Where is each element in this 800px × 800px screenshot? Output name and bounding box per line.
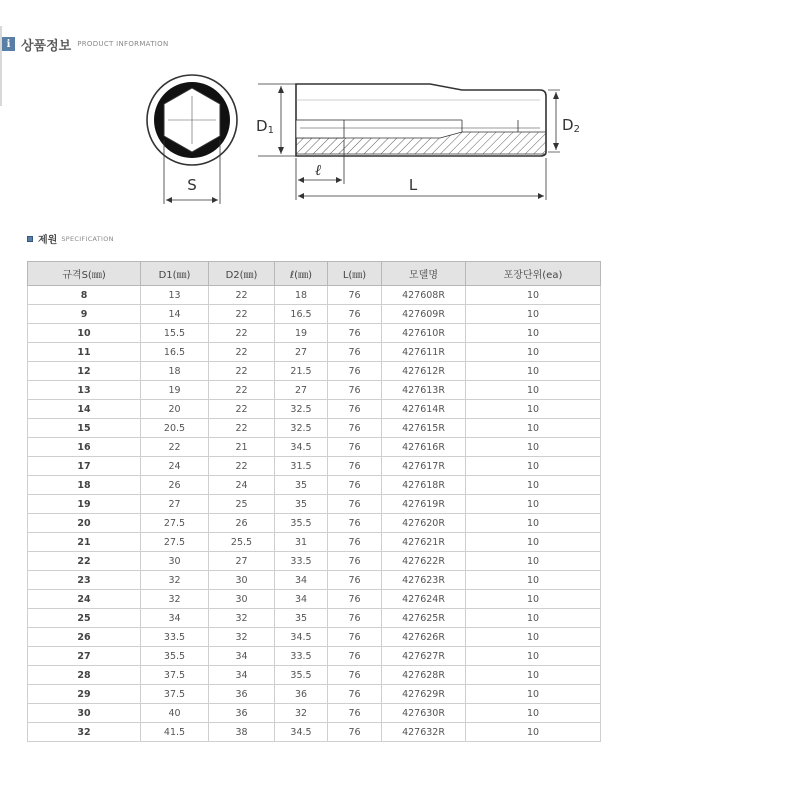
table-cell: 22	[209, 343, 275, 362]
table-cell: 29	[28, 685, 141, 704]
table-cell: 427626R	[382, 628, 466, 647]
square-bullet-icon	[27, 236, 33, 242]
column-header: 규격S(㎜)	[28, 262, 141, 286]
table-cell: 16	[28, 438, 141, 457]
table-cell: 21	[209, 438, 275, 457]
table-cell: 10	[466, 552, 601, 571]
table-cell: 10	[28, 324, 141, 343]
table-cell: 18	[275, 286, 328, 305]
table-cell: 20	[28, 514, 141, 533]
table-cell: 19	[275, 324, 328, 343]
table-cell: 76	[328, 343, 382, 362]
table-cell: 27	[275, 343, 328, 362]
table-cell: 34	[275, 590, 328, 609]
table-cell: 76	[328, 552, 382, 571]
table-cell: 35	[275, 495, 328, 514]
table-cell: 25	[209, 495, 275, 514]
table-cell: 34	[275, 571, 328, 590]
table-cell: 10	[466, 685, 601, 704]
table-row	[28, 343, 601, 362]
table-cell: 11	[28, 343, 141, 362]
table-cell: 22	[209, 400, 275, 419]
table-cell: 18	[28, 476, 141, 495]
section-title: 상품정보	[21, 38, 72, 54]
table-cell: 10	[466, 628, 601, 647]
table-cell: 35	[275, 476, 328, 495]
table-cell: 30	[209, 590, 275, 609]
table-cell: 34	[209, 666, 275, 685]
table-row	[28, 647, 601, 666]
table-cell: 22	[141, 438, 209, 457]
column-header: D1(㎜)	[141, 262, 209, 286]
column-header: D2(㎜)	[209, 262, 275, 286]
table-row	[28, 609, 601, 628]
table-cell: 22	[209, 381, 275, 400]
table-cell: 76	[328, 685, 382, 704]
table-cell: 34.5	[275, 628, 328, 647]
table-cell: 15.5	[141, 324, 209, 343]
table-cell: 10	[466, 457, 601, 476]
table-cell: 427620R	[382, 514, 466, 533]
table-cell: 76	[328, 628, 382, 647]
table-cell: 427608R	[382, 286, 466, 305]
table-cell: 36	[209, 685, 275, 704]
table-cell: 26	[141, 476, 209, 495]
table-cell: 34.5	[275, 438, 328, 457]
table-cell: 40	[141, 704, 209, 723]
table-cell: 76	[328, 457, 382, 476]
table-cell: 22	[209, 457, 275, 476]
table-cell: 14	[141, 305, 209, 324]
table-cell: 31	[275, 533, 328, 552]
table-cell: 10	[466, 438, 601, 457]
table-cell: 427629R	[382, 685, 466, 704]
table-cell: 30	[28, 704, 141, 723]
table-cell: 76	[328, 362, 382, 381]
table-row	[28, 419, 601, 438]
table-cell: 21.5	[275, 362, 328, 381]
table-row	[28, 628, 601, 647]
table-cell: 20	[141, 400, 209, 419]
table-cell: 76	[328, 476, 382, 495]
table-row	[28, 666, 601, 685]
table-cell: 30	[209, 571, 275, 590]
table-cell: 427632R	[382, 723, 466, 742]
table-row	[28, 495, 601, 514]
table-cell: 76	[328, 381, 382, 400]
table-cell: 22	[209, 419, 275, 438]
table-cell: 37.5	[141, 685, 209, 704]
table-cell: 12	[28, 362, 141, 381]
table-cell: 427627R	[382, 647, 466, 666]
table-row	[28, 571, 601, 590]
table-cell: 427628R	[382, 666, 466, 685]
table-row	[28, 476, 601, 495]
table-cell: 15	[28, 419, 141, 438]
table-cell: 27.5	[141, 514, 209, 533]
table-cell: 76	[328, 400, 382, 419]
table-cell: 10	[466, 571, 601, 590]
table-cell: 9	[28, 305, 141, 324]
table-cell: 13	[28, 381, 141, 400]
table-cell: 427621R	[382, 533, 466, 552]
table-cell: 33.5	[275, 647, 328, 666]
table-cell: 27	[209, 552, 275, 571]
table-cell: 10	[466, 362, 601, 381]
table-cell: 10	[466, 533, 601, 552]
table-cell: 22	[28, 552, 141, 571]
table-cell: 22	[209, 286, 275, 305]
table-cell: 34.5	[275, 723, 328, 742]
table-cell: 427613R	[382, 381, 466, 400]
table-cell: 32.5	[275, 419, 328, 438]
table-cell: 427618R	[382, 476, 466, 495]
table-cell: 32	[28, 723, 141, 742]
table-cell: 76	[328, 571, 382, 590]
table-cell: 35.5	[275, 666, 328, 685]
table-cell: 34	[141, 609, 209, 628]
table-cell: 18	[141, 362, 209, 381]
table-cell: 10	[466, 495, 601, 514]
table-cell: 76	[328, 666, 382, 685]
table-cell: 427614R	[382, 400, 466, 419]
table-cell: 33.5	[141, 628, 209, 647]
table-cell: 76	[328, 533, 382, 552]
table-cell: 25	[28, 609, 141, 628]
table-row	[28, 514, 601, 533]
table-cell: 427612R	[382, 362, 466, 381]
spec-header	[27, 231, 114, 246]
table-row	[28, 704, 601, 723]
table-row	[28, 324, 601, 343]
table-cell: 24	[209, 476, 275, 495]
table-cell: 76	[328, 305, 382, 324]
table-cell: 23	[28, 571, 141, 590]
spec-table-body	[28, 286, 601, 742]
table-cell: 427615R	[382, 419, 466, 438]
table-cell: 10	[466, 704, 601, 723]
table-cell: 10	[466, 419, 601, 438]
table-cell: 25.5	[209, 533, 275, 552]
table-cell: 427619R	[382, 495, 466, 514]
table-cell: 76	[328, 495, 382, 514]
table-cell: 427611R	[382, 343, 466, 362]
table-cell: 13	[141, 286, 209, 305]
table-cell: 33.5	[275, 552, 328, 571]
label-s: S	[187, 176, 197, 194]
table-cell: 427617R	[382, 457, 466, 476]
spec-table	[27, 261, 601, 742]
table-cell: 76	[328, 286, 382, 305]
table-cell: 427610R	[382, 324, 466, 343]
table-cell: 10	[466, 400, 601, 419]
table-cell: 16.5	[275, 305, 328, 324]
table-cell: 27.5	[141, 533, 209, 552]
table-cell: 76	[328, 723, 382, 742]
table-cell: 427609R	[382, 305, 466, 324]
table-cell: 427624R	[382, 590, 466, 609]
table-cell: 32	[141, 590, 209, 609]
table-cell: 76	[328, 609, 382, 628]
table-cell: 14	[28, 400, 141, 419]
table-cell: 427625R	[382, 609, 466, 628]
table-cell: 24	[141, 457, 209, 476]
table-cell: 76	[328, 419, 382, 438]
table-cell: 37.5	[141, 666, 209, 685]
table-cell: 76	[328, 514, 382, 533]
table-cell: 19	[141, 381, 209, 400]
table-cell: 34	[209, 647, 275, 666]
table-cell: 427623R	[382, 571, 466, 590]
column-header: L(㎜)	[328, 262, 382, 286]
table-cell: 8	[28, 286, 141, 305]
spec-subtitle: SPECIFICATION	[61, 234, 114, 243]
table-cell: 10	[466, 286, 601, 305]
table-cell: 35	[275, 609, 328, 628]
section-subtitle: PRODUCT INFORMATION	[77, 40, 169, 48]
table-cell: 19	[28, 495, 141, 514]
table-cell: 27	[275, 381, 328, 400]
table-cell: 10	[466, 514, 601, 533]
table-cell: 35.5	[275, 514, 328, 533]
table-cell: 32	[209, 628, 275, 647]
table-row	[28, 723, 601, 742]
table-cell: 10	[466, 324, 601, 343]
info-icon: i	[2, 37, 15, 51]
column-header: ℓ(㎜)	[275, 262, 328, 286]
table-row	[28, 552, 601, 571]
table-cell: 10	[466, 590, 601, 609]
table-cell: 32	[209, 609, 275, 628]
table-row	[28, 533, 601, 552]
table-cell: 76	[328, 704, 382, 723]
table-row	[28, 457, 601, 476]
table-cell: 22	[209, 362, 275, 381]
table-cell: 16.5	[141, 343, 209, 362]
table-cell: 32	[141, 571, 209, 590]
table-row	[28, 400, 601, 419]
table-cell: 10	[466, 305, 601, 324]
table-cell: 41.5	[141, 723, 209, 742]
table-cell: 17	[28, 457, 141, 476]
table-cell: 36	[275, 685, 328, 704]
label-d1: D1	[256, 117, 274, 136]
table-cell: 28	[28, 666, 141, 685]
table-cell: 27	[141, 495, 209, 514]
label-l-small: ℓ	[314, 161, 322, 179]
table-cell: 427622R	[382, 552, 466, 571]
table-cell: 10	[466, 381, 601, 400]
table-cell: 36	[209, 704, 275, 723]
table-cell: 31.5	[275, 457, 328, 476]
table-cell: 26	[209, 514, 275, 533]
table-cell: 10	[466, 343, 601, 362]
table-row	[28, 438, 601, 457]
table-row	[28, 590, 601, 609]
table-cell: 22	[209, 305, 275, 324]
table-cell: 76	[328, 647, 382, 666]
table-cell: 22	[209, 324, 275, 343]
table-cell: 32.5	[275, 400, 328, 419]
table-cell: 20.5	[141, 419, 209, 438]
table-cell: 30	[141, 552, 209, 571]
table-row	[28, 685, 601, 704]
table-cell: 427616R	[382, 438, 466, 457]
table-row	[28, 286, 601, 305]
label-l: L	[408, 176, 418, 194]
table-cell: 32	[275, 704, 328, 723]
table-row	[28, 362, 601, 381]
table-cell: 21	[28, 533, 141, 552]
table-cell: 24	[28, 590, 141, 609]
table-cell: 10	[466, 476, 601, 495]
table-cell: 27	[28, 647, 141, 666]
table-cell: 10	[466, 647, 601, 666]
table-row	[28, 381, 601, 400]
table-cell: 10	[466, 666, 601, 685]
socket-diagram	[0, 0, 800, 220]
table-header-row	[28, 262, 601, 286]
table-cell: 26	[28, 628, 141, 647]
table-cell: 10	[466, 609, 601, 628]
table-cell: 10	[466, 723, 601, 742]
table-cell: 76	[328, 324, 382, 343]
table-cell: 38	[209, 723, 275, 742]
label-d2: D2	[562, 116, 580, 135]
table-cell: 35.5	[141, 647, 209, 666]
spec-title: 제원	[38, 235, 58, 246]
table-row	[28, 305, 601, 324]
table-cell: 427630R	[382, 704, 466, 723]
table-cell: 76	[328, 590, 382, 609]
table-cell: 76	[328, 438, 382, 457]
column-header: 모델명	[382, 262, 466, 286]
column-header: 포장단위(ea)	[466, 262, 601, 286]
